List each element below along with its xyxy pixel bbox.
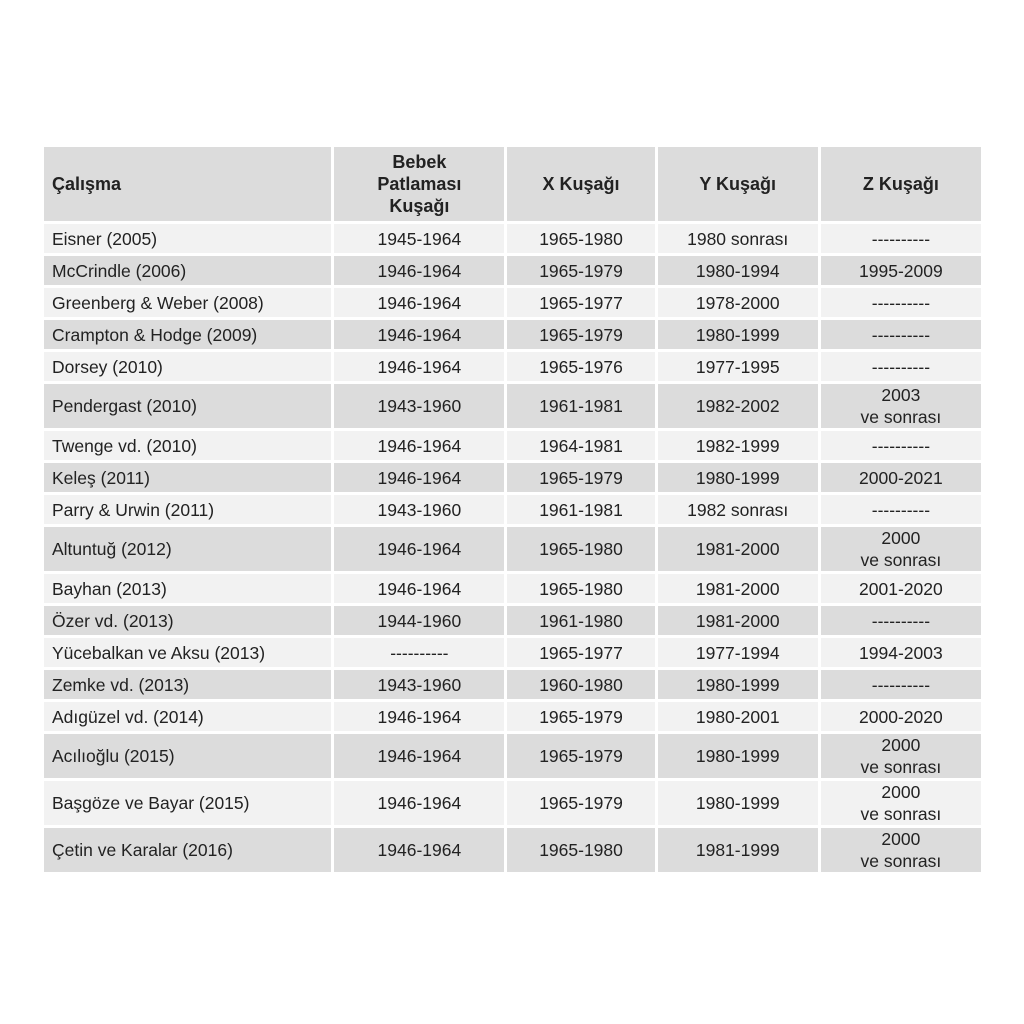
cell-study: Başgöze ve Bayar (2015) [44, 781, 331, 825]
cell-gen-z [821, 781, 981, 825]
cell-gen-x: 1965-1980 [507, 828, 654, 872]
cell-gen-z [821, 463, 981, 492]
generations-table [41, 144, 984, 875]
cell-baby-boomer: 1946-1964 [334, 527, 504, 571]
table-row [44, 463, 981, 492]
cell-gen-z-line: ---------- [871, 228, 931, 249]
cell-gen-z-line: ---------- [871, 324, 931, 345]
table-row [44, 384, 981, 428]
cell-gen-x: 1961-1981 [507, 384, 654, 428]
cell-baby-boomer: 1946-1964 [334, 781, 504, 825]
cell-gen-y: 1980-1999 [658, 320, 818, 349]
cell-gen-y: 1977-1994 [658, 638, 818, 667]
table-row [44, 256, 981, 285]
cell-gen-z-line: ve sonrası [860, 851, 942, 871]
cell-gen-y: 1981-2000 [658, 574, 818, 603]
cell-gen-z [821, 828, 981, 872]
cell-gen-x: 1965-1977 [507, 638, 654, 667]
cell-baby-boomer: 1946-1964 [334, 574, 504, 603]
cell-gen-z [821, 384, 981, 428]
header-gen-x: X Kuşağı [507, 147, 654, 221]
cell-gen-x: 1965-1980 [507, 527, 654, 571]
cell-gen-x: 1960-1980 [507, 670, 654, 699]
cell-gen-z [821, 352, 981, 381]
table-row [44, 527, 981, 571]
generations-table-wrapper [44, 147, 981, 872]
cell-study: Parry & Urwin (2011) [44, 495, 331, 524]
cell-gen-y: 1978-2000 [658, 288, 818, 317]
cell-baby-boomer: 1946-1964 [334, 320, 504, 349]
cell-gen-y: 1980-2001 [658, 702, 818, 731]
table-header-row [44, 147, 981, 221]
cell-gen-z-line: ve sonrası [860, 407, 942, 427]
cell-gen-x: 1965-1979 [507, 734, 654, 778]
cell-baby-boomer: 1945-1964 [334, 224, 504, 253]
cell-gen-z-line: 2003 [881, 385, 921, 405]
cell-gen-y: 1981-2000 [658, 527, 818, 571]
cell-gen-z-line: ---------- [871, 356, 931, 377]
header-gen-y: Y Kuşağı [658, 147, 818, 221]
cell-gen-z [821, 224, 981, 253]
cell-gen-x: 1965-1977 [507, 288, 654, 317]
cell-baby-boomer: ---------- [334, 638, 504, 667]
table-row [44, 828, 981, 872]
cell-gen-z-line: ---------- [871, 292, 931, 313]
cell-gen-z [821, 320, 981, 349]
cell-baby-boomer: 1943-1960 [334, 384, 504, 428]
table-row [44, 670, 981, 699]
cell-study: Acılıoğlu (2015) [44, 734, 331, 778]
cell-gen-z-line: ---------- [871, 610, 931, 631]
cell-study: Yücebalkan ve Aksu (2013) [44, 638, 331, 667]
table-row [44, 288, 981, 317]
header-baby-boomer [334, 147, 504, 221]
cell-study: Twenge vd. (2010) [44, 431, 331, 460]
cell-gen-x: 1965-1979 [507, 702, 654, 731]
table-row [44, 431, 981, 460]
cell-gen-z-line: 2001-2020 [859, 578, 943, 599]
cell-gen-y: 1977-1995 [658, 352, 818, 381]
table-row [44, 352, 981, 381]
cell-gen-z-line: 2000 [881, 782, 921, 802]
cell-gen-z [821, 734, 981, 778]
cell-study: Greenberg & Weber (2008) [44, 288, 331, 317]
cell-gen-z-line: ve sonrası [860, 757, 942, 777]
cell-gen-y: 1980-1999 [658, 781, 818, 825]
cell-study: Crampton & Hodge (2009) [44, 320, 331, 349]
cell-study: Pendergast (2010) [44, 384, 331, 428]
cell-gen-y: 1980 sonrası [658, 224, 818, 253]
cell-gen-z [821, 256, 981, 285]
cell-gen-z-line: 2000-2021 [859, 467, 943, 488]
cell-baby-boomer: 1943-1960 [334, 495, 504, 524]
table-row [44, 495, 981, 524]
cell-gen-z [821, 702, 981, 731]
cell-baby-boomer: 1946-1964 [334, 288, 504, 317]
cell-gen-z [821, 574, 981, 603]
cell-gen-z [821, 606, 981, 635]
cell-study: Dorsey (2010) [44, 352, 331, 381]
cell-baby-boomer: 1946-1964 [334, 828, 504, 872]
cell-gen-y: 1980-1999 [658, 670, 818, 699]
cell-gen-y: 1982-1999 [658, 431, 818, 460]
cell-gen-x: 1961-1981 [507, 495, 654, 524]
cell-baby-boomer: 1946-1964 [334, 734, 504, 778]
cell-baby-boomer: 1946-1964 [334, 702, 504, 731]
cell-baby-boomer: 1946-1964 [334, 352, 504, 381]
cell-gen-x: 1965-1976 [507, 352, 654, 381]
table-row [44, 734, 981, 778]
cell-gen-z-line: 2000 [881, 735, 921, 755]
cell-baby-boomer: 1946-1964 [334, 463, 504, 492]
table-row [44, 781, 981, 825]
cell-gen-x: 1964-1981 [507, 431, 654, 460]
header-baby-boomer-line: Kuşağı [389, 196, 450, 216]
table-row [44, 606, 981, 635]
cell-gen-y: 1980-1999 [658, 734, 818, 778]
cell-baby-boomer: 1944-1960 [334, 606, 504, 635]
cell-study: Eisner (2005) [44, 224, 331, 253]
table-row [44, 638, 981, 667]
cell-study: Çetin ve Karalar (2016) [44, 828, 331, 872]
cell-gen-y: 1981-2000 [658, 606, 818, 635]
cell-gen-z [821, 527, 981, 571]
table-row [44, 224, 981, 253]
cell-study: McCrindle (2006) [44, 256, 331, 285]
cell-gen-z-line: 2000 [881, 528, 921, 548]
cell-gen-z-line: ---------- [871, 674, 931, 695]
cell-gen-z-line: ---------- [871, 435, 931, 456]
cell-gen-z-line: ve sonrası [860, 550, 942, 570]
cell-gen-y: 1980-1994 [658, 256, 818, 285]
cell-study: Altuntuğ (2012) [44, 527, 331, 571]
header-study: Çalışma [44, 147, 331, 221]
cell-gen-x: 1965-1980 [507, 574, 654, 603]
cell-study: Keleş (2011) [44, 463, 331, 492]
table-body [44, 224, 981, 872]
cell-baby-boomer: 1946-1964 [334, 256, 504, 285]
cell-gen-x: 1965-1980 [507, 224, 654, 253]
cell-gen-y: 1981-1999 [658, 828, 818, 872]
cell-gen-z [821, 495, 981, 524]
cell-gen-z [821, 288, 981, 317]
cell-gen-y: 1980-1999 [658, 463, 818, 492]
cell-gen-z-line: ---------- [871, 499, 931, 520]
header-gen-z: Z Kuşağı [821, 147, 981, 221]
cell-study: Zemke vd. (2013) [44, 670, 331, 699]
cell-baby-boomer: 1943-1960 [334, 670, 504, 699]
cell-study: Özer vd. (2013) [44, 606, 331, 635]
cell-gen-z [821, 670, 981, 699]
cell-study: Adıgüzel vd. (2014) [44, 702, 331, 731]
cell-gen-z-line: 2000 [881, 829, 921, 849]
cell-gen-x: 1965-1979 [507, 781, 654, 825]
cell-gen-x: 1965-1979 [507, 256, 654, 285]
cell-baby-boomer: 1946-1964 [334, 431, 504, 460]
table-row [44, 320, 981, 349]
cell-gen-z [821, 638, 981, 667]
cell-gen-z-line: 1995-2009 [859, 260, 943, 281]
cell-gen-x: 1965-1979 [507, 320, 654, 349]
cell-gen-z [821, 431, 981, 460]
table-row [44, 574, 981, 603]
cell-gen-z-line: 2000-2020 [859, 706, 943, 727]
cell-gen-x: 1961-1980 [507, 606, 654, 635]
cell-study: Bayhan (2013) [44, 574, 331, 603]
cell-gen-z-line: 1994-2003 [859, 642, 943, 663]
table-row [44, 702, 981, 731]
cell-gen-y: 1982 sonrası [658, 495, 818, 524]
cell-gen-x: 1965-1979 [507, 463, 654, 492]
cell-gen-y: 1982-2002 [658, 384, 818, 428]
cell-gen-z-line: ve sonrası [860, 804, 942, 824]
header-baby-boomer-line: Bebek [392, 152, 447, 172]
header-baby-boomer-line: Patlaması [377, 174, 462, 194]
